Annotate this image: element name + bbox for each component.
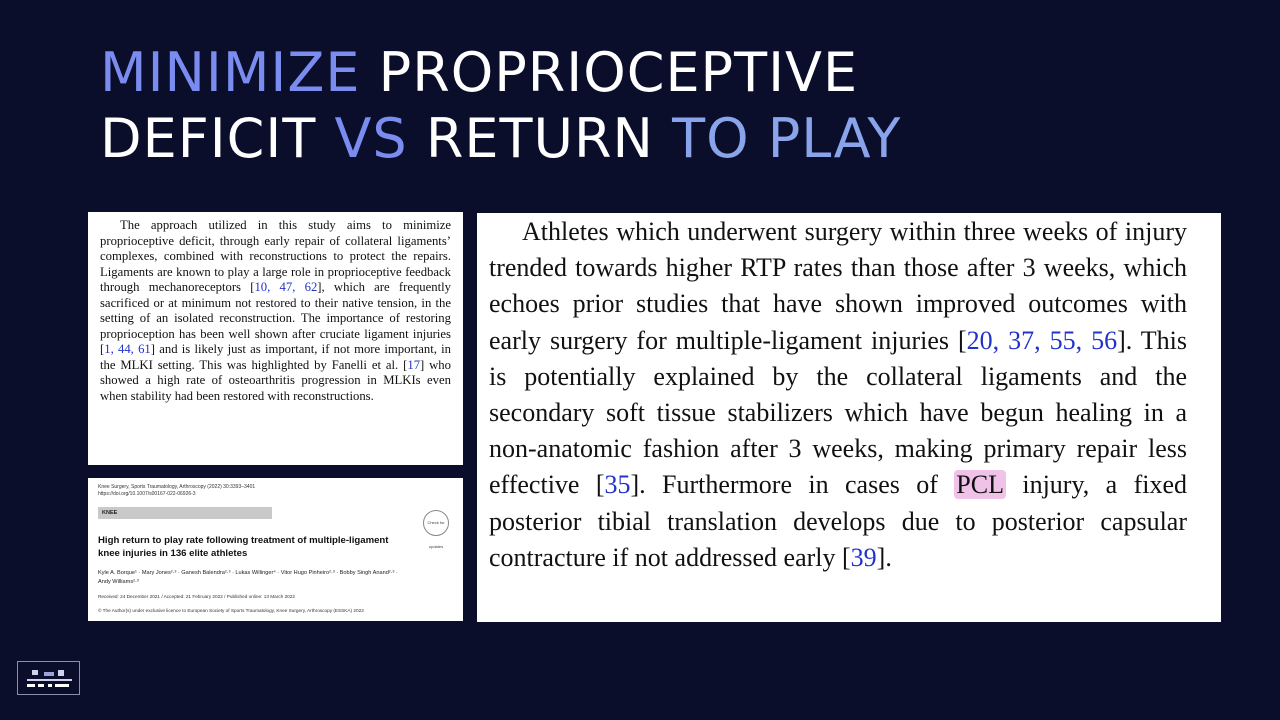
article-title: High return to play rate following treatment of multiple-ligament knee injuries in 136 elite athletes: [98, 535, 389, 559]
excerpt-right-seg4: injury, a fixed posterior tibial translation develops due to posterior capsular contracture if not addressed early [: [489, 470, 1187, 572]
excerpt-left-text: [100, 218, 451, 404]
section-bar: KNEE: [98, 507, 272, 519]
excerpt-right-panel: [477, 213, 1221, 622]
title-word-return: RETURN: [407, 107, 673, 170]
channel-logo-icon: [24, 668, 75, 690]
pcl-highlight: PCL: [956, 470, 1004, 500]
citation-link[interactable]: 1, 44, 61: [104, 342, 151, 356]
excerpt-left-seg4: ] who showed a high rate of osteoarthritis progression in MLKIs even when stability had been restored with reconstructions.: [100, 357, 451, 403]
title-word-vs: VS: [334, 107, 408, 170]
channel-logo: [17, 661, 80, 695]
journal-citation: Knee Surgery, Sports Traumatology, Arthroscopy (2022) 30:3393–3401: [98, 484, 256, 490]
title-word-deficit: DEFICIT: [100, 107, 335, 170]
citation-link[interactable]: 39: [850, 542, 877, 572]
slide-title: [100, 40, 901, 172]
title-word-to-play: TO PLAY: [672, 107, 902, 170]
excerpt-right-seg5: ].: [876, 542, 892, 572]
title-word-minimize: MINIMIZE: [100, 41, 361, 104]
citation-link[interactable]: 20, 37, 55, 56: [966, 325, 1118, 355]
citation-link[interactable]: 35: [604, 470, 631, 500]
copyright-notice: © The Author(s) under exclusive licence to European Society of Sports Traumatology, Knee Surgery, Arthroscopy (ESSKA) 2022: [98, 607, 364, 613]
doi-link[interactable]: https://doi.org/10.1007/s00167-022-06926-3: [98, 491, 196, 497]
excerpt-left-seg2: ], which are frequently sacrificed or at minimum not restored to their native tension, in the setting of an isolated reconstruction. The importance of restoring proprioception has been well shown after cruciate ligament injuries [: [100, 280, 452, 356]
citation-link[interactable]: 10, 47, 62: [254, 280, 318, 294]
excerpt-right-text: [489, 213, 1187, 576]
excerpt-right-seg2: ]. This is potentially explained by the collateral ligaments and the secondary soft tissue stabilizers which have begun healing in a non-anatomic fashion after 3 weeks, making primary repair less effective [: [489, 325, 1187, 500]
excerpt-left-seg3: ] and is likely just as important, if not more important, in the MLKI setting. This was highlighted by Fanelli et al. [: [100, 342, 451, 372]
check-for-updates-icon[interactable]: Check for updates: [423, 510, 449, 536]
excerpt-right-seg1: Athletes which underwent surgery within three weeks of injury trended towards higher RTP rates than those after 3 weeks, which echoes prior studies that have shown improved outcomes with early surgery for multiple-ligament injuries [: [489, 217, 1187, 355]
received-dates: Received: 24 December 2021 / Accepted: 21 February 2022 / Published online: 13 March 2022: [98, 594, 295, 599]
citation-link[interactable]: 17: [407, 357, 421, 372]
article-header-panel: [88, 478, 463, 621]
excerpt-left-panel: [88, 212, 463, 465]
excerpt-left-seg1: The approach utilized in this study aims to minimize proprioceptive deficit, through early repair of collateral ligaments’ complexes, combined with reconstructions to protect the repairs. Ligaments are known to play a large role in proprioceptive feedback through mechanoreceptors [: [100, 218, 451, 294]
title-word-proprioceptive: PROPRIOCEPTIVE: [360, 41, 859, 104]
excerpt-right-seg3: ]. Furthermore in cases of: [630, 470, 955, 500]
article-authors: Kyle A. Borque¹ · Mary Jones²·³ · Ganesh Balendra²·³ · Lukas Willinger⁴ · Vitor Hugo Pinheiro²·³ · Bobby Singh Anand²·³ · Andy Williams²·³: [98, 570, 398, 585]
